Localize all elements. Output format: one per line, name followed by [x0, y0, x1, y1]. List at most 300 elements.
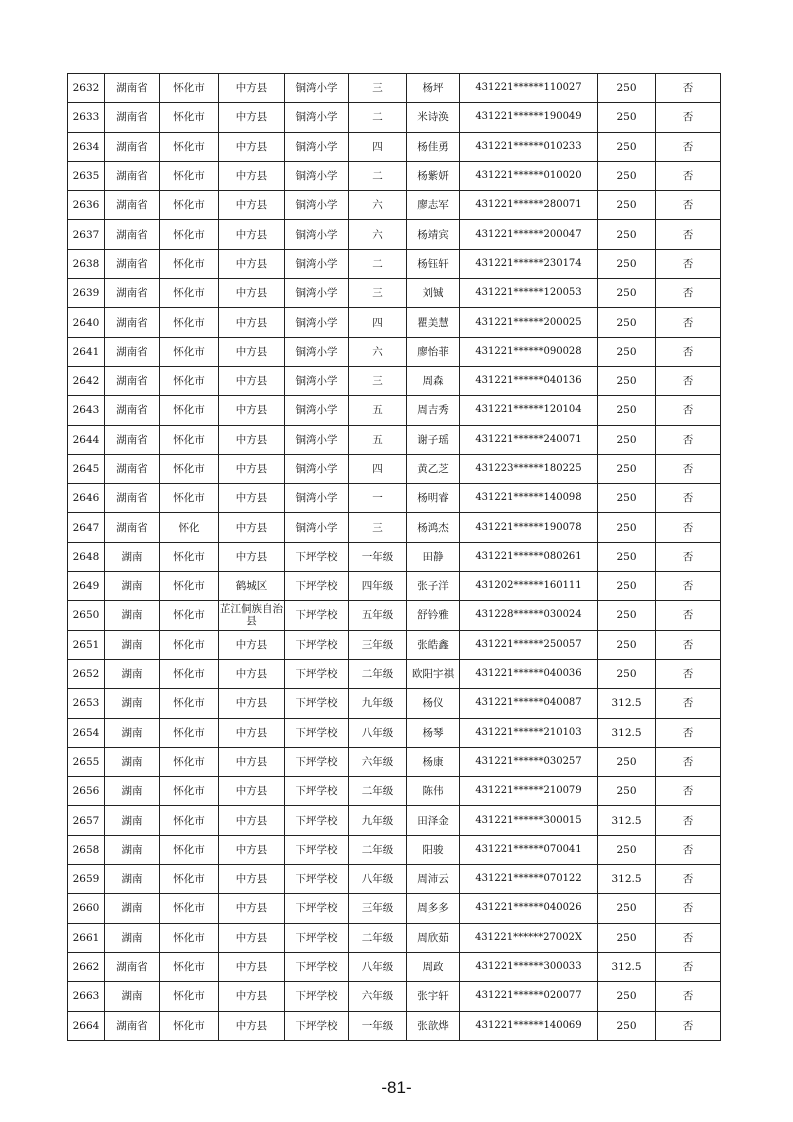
cell-school: 下坪学校	[285, 659, 349, 688]
cell-city: 怀化市	[160, 952, 219, 981]
c-amount: 250	[598, 572, 656, 601]
cell-school: 下坪学校	[285, 718, 349, 747]
cell-flag: 否	[656, 659, 721, 688]
cell-county: 中方县	[219, 923, 285, 952]
table-row	[68, 279, 721, 308]
cell-seq: 2634	[68, 132, 105, 161]
cell-grade: 六	[349, 220, 407, 249]
c-amount: 250	[598, 923, 656, 952]
table-row	[68, 484, 721, 513]
cell-id: 431221******200047	[460, 220, 598, 249]
cell-student-name: 周森	[407, 366, 460, 395]
cell-seq: 2644	[68, 425, 105, 454]
cell-flag: 否	[656, 103, 721, 132]
cell-province: 湖南	[105, 572, 160, 601]
cell-grade: 八年级	[349, 865, 407, 894]
table-row	[68, 806, 721, 835]
table-row	[68, 718, 721, 747]
cell-id: 431221******040136	[460, 366, 598, 395]
c-amount: 312.5	[598, 718, 656, 747]
cell-flag: 否	[656, 220, 721, 249]
cell-student-name: 米诗涣	[407, 103, 460, 132]
cell-id: 431221******280071	[460, 191, 598, 220]
cell-county: 中方县	[219, 542, 285, 571]
c-amount: 250	[598, 894, 656, 923]
cell-id: 431202******160111	[460, 572, 598, 601]
cell-seq: 2643	[68, 396, 105, 425]
cell-grade: 九年级	[349, 806, 407, 835]
cell-grade: 二年级	[349, 777, 407, 806]
cell-city: 怀化市	[160, 425, 219, 454]
cell-student-name: 杨康	[407, 747, 460, 776]
cell-city: 怀化市	[160, 630, 219, 659]
cell-school: 铜湾小学	[285, 425, 349, 454]
cell-city: 怀化市	[160, 835, 219, 864]
cell-seq: 2635	[68, 161, 105, 190]
cell-student-name: 田泽金	[407, 806, 460, 835]
cell-province: 湖南省	[105, 74, 160, 103]
cell-seq: 2640	[68, 308, 105, 337]
c-amount: 250	[598, 396, 656, 425]
cell-county: 中方县	[219, 835, 285, 864]
cell-id: 431221******230174	[460, 249, 598, 278]
cell-seq: 2636	[68, 191, 105, 220]
cell-county: 中方县	[219, 630, 285, 659]
cell-county: 中方县	[219, 982, 285, 1011]
cell-student-name: 杨鸿杰	[407, 513, 460, 542]
c-amount: 250	[598, 220, 656, 249]
c-amount: 312.5	[598, 806, 656, 835]
cell-province: 湖南	[105, 659, 160, 688]
table-row	[68, 747, 721, 776]
cell-grade: 三	[349, 279, 407, 308]
cell-student-name: 张歆烨	[407, 1011, 460, 1040]
cell-student-name: 杨紫妍	[407, 161, 460, 190]
cell-seq: 2656	[68, 777, 105, 806]
student-roster-table	[67, 73, 721, 1041]
cell-county: 中方县	[219, 74, 285, 103]
cell-city: 怀化市	[160, 718, 219, 747]
cell-seq: 2646	[68, 484, 105, 513]
cell-school: 下坪学校	[285, 952, 349, 981]
c-amount: 250	[598, 337, 656, 366]
cell-school: 下坪学校	[285, 542, 349, 571]
cell-flag: 否	[656, 74, 721, 103]
c-amount: 250	[598, 74, 656, 103]
cell-id: 431221******240071	[460, 425, 598, 454]
table-row	[68, 777, 721, 806]
cell-seq: 2659	[68, 865, 105, 894]
cell-flag: 否	[656, 249, 721, 278]
table-row	[68, 308, 721, 337]
c-amount: 250	[598, 103, 656, 132]
cell-flag: 否	[656, 191, 721, 220]
cell-school: 下坪学校	[285, 777, 349, 806]
cell-grade: 六	[349, 337, 407, 366]
table-row	[68, 132, 721, 161]
cell-id: 431221******040036	[460, 659, 598, 688]
cell-flag: 否	[656, 132, 721, 161]
cell-id: 431221******040026	[460, 894, 598, 923]
cell-school: 下坪学校	[285, 806, 349, 835]
cell-id: 431221******120053	[460, 279, 598, 308]
cell-seq: 2633	[68, 103, 105, 132]
c-amount: 250	[598, 982, 656, 1011]
c-amount: 250	[598, 366, 656, 395]
cell-city: 怀化市	[160, 894, 219, 923]
cell-city: 怀化市	[160, 777, 219, 806]
cell-id: 431221******190078	[460, 513, 598, 542]
cell-student-name: 张皓鑫	[407, 630, 460, 659]
cell-school: 铜湾小学	[285, 308, 349, 337]
cell-grade: 五年级	[349, 601, 407, 630]
cell-seq: 2645	[68, 454, 105, 483]
table-row	[68, 454, 721, 483]
cell-student-name: 杨佳勇	[407, 132, 460, 161]
cell-county: 鹤城区	[219, 572, 285, 601]
cell-county: 中方县	[219, 747, 285, 776]
cell-id: 431221******300033	[460, 952, 598, 981]
cell-id: 431221******010233	[460, 132, 598, 161]
cell-school: 铜湾小学	[285, 396, 349, 425]
cell-id: 431221******200025	[460, 308, 598, 337]
cell-seq: 2637	[68, 220, 105, 249]
cell-province: 湖南	[105, 689, 160, 718]
cell-seq: 2642	[68, 366, 105, 395]
c-amount: 250	[598, 601, 656, 630]
cell-flag: 否	[656, 396, 721, 425]
cell-province: 湖南省	[105, 454, 160, 483]
c-amount: 250	[598, 191, 656, 220]
cell-seq: 2638	[68, 249, 105, 278]
cell-student-name: 杨仪	[407, 689, 460, 718]
cell-city: 怀化市	[160, 747, 219, 776]
c-amount: 250	[598, 747, 656, 776]
cell-province: 湖南	[105, 747, 160, 776]
cell-city: 怀化市	[160, 279, 219, 308]
cell-county: 中方县	[219, 806, 285, 835]
cell-city: 怀化市	[160, 308, 219, 337]
cell-county: 中方县	[219, 279, 285, 308]
cell-school: 下坪学校	[285, 1011, 349, 1040]
cell-city: 怀化市	[160, 366, 219, 395]
cell-flag: 否	[656, 777, 721, 806]
cell-school: 下坪学校	[285, 982, 349, 1011]
cell-city: 怀化市	[160, 396, 219, 425]
cell-province: 湖南省	[105, 396, 160, 425]
table-row	[68, 865, 721, 894]
cell-flag: 否	[656, 835, 721, 864]
cell-school: 铜湾小学	[285, 161, 349, 190]
cell-school: 铜湾小学	[285, 366, 349, 395]
cell-flag: 否	[656, 279, 721, 308]
cell-student-name: 周沛云	[407, 865, 460, 894]
cell-county: 中方县	[219, 865, 285, 894]
cell-province: 湖南	[105, 806, 160, 835]
cell-city: 怀化市	[160, 542, 219, 571]
cell-student-name: 张宇轩	[407, 982, 460, 1011]
cell-student-name: 谢子瑶	[407, 425, 460, 454]
cell-province: 湖南	[105, 894, 160, 923]
cell-flag: 否	[656, 308, 721, 337]
table-row	[68, 1011, 721, 1040]
cell-grade: 二年级	[349, 659, 407, 688]
cell-seq: 2632	[68, 74, 105, 103]
cell-county: 中方县	[219, 396, 285, 425]
cell-county: 中方县	[219, 366, 285, 395]
table-row	[68, 542, 721, 571]
c-amount: 312.5	[598, 952, 656, 981]
table-row	[68, 894, 721, 923]
cell-seq: 2660	[68, 894, 105, 923]
cell-county: 中方县	[219, 132, 285, 161]
cell-id: 431221******030257	[460, 747, 598, 776]
cell-id: 431221******140098	[460, 484, 598, 513]
cell-county: 中方县	[219, 894, 285, 923]
cell-county: 中方县	[219, 220, 285, 249]
cell-id: 431221******27002X	[460, 923, 598, 952]
cell-flag: 否	[656, 1011, 721, 1040]
cell-flag: 否	[656, 425, 721, 454]
cell-county: 中方县	[219, 161, 285, 190]
cell-flag: 否	[656, 894, 721, 923]
cell-county: 中方县	[219, 513, 285, 542]
table-row	[68, 689, 721, 718]
cell-school: 下坪学校	[285, 835, 349, 864]
cell-province: 湖南	[105, 630, 160, 659]
cell-grade: 三年级	[349, 894, 407, 923]
cell-county: 中方县	[219, 337, 285, 366]
c-amount: 250	[598, 308, 656, 337]
c-amount: 250	[598, 1011, 656, 1040]
table-row	[68, 601, 721, 630]
cell-grade: 三年级	[349, 630, 407, 659]
cell-grade: 二	[349, 103, 407, 132]
table-row	[68, 425, 721, 454]
c-amount: 250	[598, 279, 656, 308]
cell-grade: 二年级	[349, 835, 407, 864]
cell-county: 中方县	[219, 425, 285, 454]
cell-student-name: 周多多	[407, 894, 460, 923]
cell-province: 湖南省	[105, 425, 160, 454]
c-amount: 250	[598, 513, 656, 542]
cell-id: 431221******020077	[460, 982, 598, 1011]
cell-province: 湖南	[105, 777, 160, 806]
table-row	[68, 74, 721, 103]
cell-county: 中方县	[219, 689, 285, 718]
cell-city: 怀化	[160, 513, 219, 542]
cell-id: 431221******010020	[460, 161, 598, 190]
cell-city: 怀化市	[160, 865, 219, 894]
cell-student-name: 周政	[407, 952, 460, 981]
cell-school: 下坪学校	[285, 894, 349, 923]
cell-county: 中方县	[219, 484, 285, 513]
cell-school: 下坪学校	[285, 747, 349, 776]
cell-student-name: 刘铖	[407, 279, 460, 308]
cell-seq: 2655	[68, 747, 105, 776]
cell-grade: 四	[349, 454, 407, 483]
table-row	[68, 952, 721, 981]
cell-seq: 2641	[68, 337, 105, 366]
cell-flag: 否	[656, 718, 721, 747]
cell-province: 湖南省	[105, 103, 160, 132]
table-row	[68, 630, 721, 659]
cell-grade: 五	[349, 396, 407, 425]
cell-id: 431221******210079	[460, 777, 598, 806]
cell-county: 中方县	[219, 659, 285, 688]
cell-flag: 否	[656, 572, 721, 601]
c-amount: 250	[598, 835, 656, 864]
cell-city: 怀化市	[160, 103, 219, 132]
cell-seq: 2639	[68, 279, 105, 308]
cell-city: 怀化市	[160, 689, 219, 718]
cell-province: 湖南省	[105, 161, 160, 190]
cell-province: 湖南省	[105, 513, 160, 542]
cell-city: 怀化市	[160, 572, 219, 601]
cell-city: 怀化市	[160, 249, 219, 278]
table-row	[68, 161, 721, 190]
cell-id: 431221******090028	[460, 337, 598, 366]
cell-student-name: 杨坪	[407, 74, 460, 103]
cell-grade: 三	[349, 74, 407, 103]
cell-school: 下坪学校	[285, 601, 349, 630]
cell-student-name: 张子洋	[407, 572, 460, 601]
cell-city: 怀化市	[160, 132, 219, 161]
cell-school: 铜湾小学	[285, 279, 349, 308]
cell-grade: 二	[349, 249, 407, 278]
cell-county: 中方县	[219, 249, 285, 278]
cell-grade: 四年级	[349, 572, 407, 601]
cell-province: 湖南省	[105, 279, 160, 308]
cell-city: 怀化市	[160, 74, 219, 103]
c-amount: 312.5	[598, 689, 656, 718]
cell-id: 431228******030024	[460, 601, 598, 630]
c-amount: 250	[598, 659, 656, 688]
cell-seq: 2664	[68, 1011, 105, 1040]
cell-province: 湖南省	[105, 366, 160, 395]
cell-id: 431221******080261	[460, 542, 598, 571]
cell-grade: 四	[349, 308, 407, 337]
cell-id: 431221******140069	[460, 1011, 598, 1040]
cell-province: 湖南省	[105, 249, 160, 278]
cell-id: 431221******190049	[460, 103, 598, 132]
cell-student-name: 廖志军	[407, 191, 460, 220]
c-amount: 250	[598, 132, 656, 161]
cell-grade: 八年级	[349, 952, 407, 981]
cell-student-name: 杨靖宾	[407, 220, 460, 249]
cell-flag: 否	[656, 689, 721, 718]
cell-student-name: 阳骏	[407, 835, 460, 864]
cell-flag: 否	[656, 513, 721, 542]
cell-school: 下坪学校	[285, 572, 349, 601]
table-row	[68, 835, 721, 864]
cell-grade: 五	[349, 425, 407, 454]
c-amount: 250	[598, 161, 656, 190]
cell-flag: 否	[656, 161, 721, 190]
cell-student-name: 舒钤雅	[407, 601, 460, 630]
cell-student-name: 杨钰轩	[407, 249, 460, 278]
cell-student-name: 欧阳宇祺	[407, 659, 460, 688]
cell-grade: 六	[349, 191, 407, 220]
cell-grade: 一	[349, 484, 407, 513]
cell-student-name: 田静	[407, 542, 460, 571]
cell-province: 湖南省	[105, 308, 160, 337]
cell-city: 怀化市	[160, 454, 219, 483]
cell-flag: 否	[656, 865, 721, 894]
cell-province: 湖南	[105, 982, 160, 1011]
cell-flag: 否	[656, 601, 721, 630]
table-row	[68, 923, 721, 952]
c-amount: 250	[598, 777, 656, 806]
cell-school: 铜湾小学	[285, 337, 349, 366]
cell-id: 431221******070122	[460, 865, 598, 894]
cell-seq: 2654	[68, 718, 105, 747]
cell-flag: 否	[656, 484, 721, 513]
cell-school: 铜湾小学	[285, 132, 349, 161]
cell-school: 铜湾小学	[285, 74, 349, 103]
cell-county: 中方县	[219, 103, 285, 132]
cell-grade: 二	[349, 161, 407, 190]
cell-flag: 否	[656, 630, 721, 659]
cell-county: 中方县	[219, 718, 285, 747]
cell-city: 怀化市	[160, 161, 219, 190]
table-row	[68, 659, 721, 688]
cell-seq: 2658	[68, 835, 105, 864]
cell-province: 湖南	[105, 542, 160, 571]
cell-city: 怀化市	[160, 337, 219, 366]
cell-student-name: 瞿美慧	[407, 308, 460, 337]
cell-flag: 否	[656, 542, 721, 571]
cell-seq: 2657	[68, 806, 105, 835]
cell-province: 湖南省	[105, 1011, 160, 1040]
cell-county: 中方县	[219, 454, 285, 483]
table-row	[68, 513, 721, 542]
cell-student-name: 周吉秀	[407, 396, 460, 425]
cell-county: 中方县	[219, 308, 285, 337]
cell-grade: 二年级	[349, 923, 407, 952]
c-amount: 250	[598, 484, 656, 513]
cell-province: 湖南	[105, 865, 160, 894]
cell-flag: 否	[656, 366, 721, 395]
cell-school: 下坪学校	[285, 865, 349, 894]
cell-province: 湖南省	[105, 191, 160, 220]
cell-school: 铜湾小学	[285, 191, 349, 220]
cell-city: 怀化市	[160, 220, 219, 249]
table-row	[68, 366, 721, 395]
cell-county: 中方县	[219, 191, 285, 220]
cell-flag: 否	[656, 923, 721, 952]
cell-student-name: 黄乙芝	[407, 454, 460, 483]
table-row	[68, 220, 721, 249]
page-number: -81-	[381, 1078, 412, 1097]
cell-school: 铜湾小学	[285, 484, 349, 513]
cell-seq: 2653	[68, 689, 105, 718]
cell-school: 铜湾小学	[285, 220, 349, 249]
c-amount: 250	[598, 425, 656, 454]
cell-id: 431221******120104	[460, 396, 598, 425]
cell-city: 怀化市	[160, 1011, 219, 1040]
cell-id: 431221******210103	[460, 718, 598, 747]
table-row	[68, 191, 721, 220]
cell-county: 芷江侗族自治县	[219, 601, 285, 630]
table-row	[68, 982, 721, 1011]
cell-city: 怀化市	[160, 982, 219, 1011]
cell-flag: 否	[656, 747, 721, 776]
cell-student-name: 廖怡菲	[407, 337, 460, 366]
cell-province: 湖南	[105, 835, 160, 864]
cell-school: 铜湾小学	[285, 103, 349, 132]
cell-province: 湖南省	[105, 337, 160, 366]
